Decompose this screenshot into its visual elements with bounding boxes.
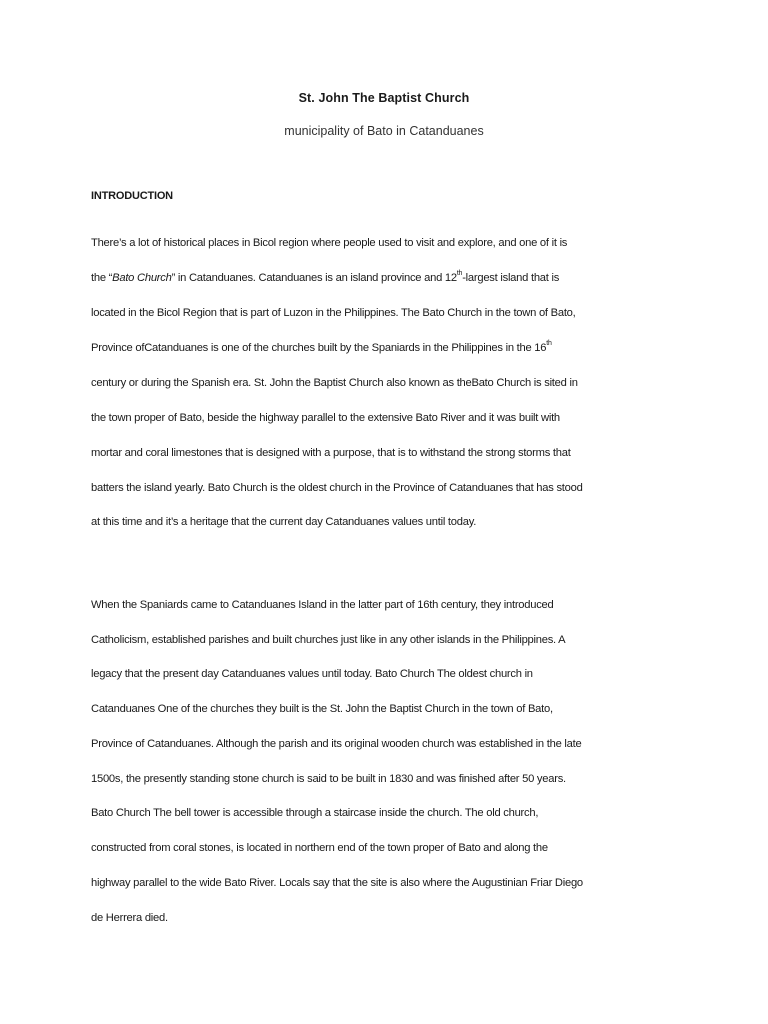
paragraph-line: the town proper of Bato, beside the highway parallel to the extensive Bato River and it was built with	[91, 412, 560, 424]
line-text: -largest island that is	[462, 272, 560, 284]
section-heading-introduction: INTRODUCTION	[91, 190, 173, 202]
superscript: th	[546, 340, 552, 347]
paragraph-line	[91, 342, 552, 354]
document-subtitle: municipality of Bato in Catanduanes	[284, 124, 484, 138]
paragraph-line: constructed from coral stones, is located in northern end of the town proper of Bato and along the	[91, 842, 548, 854]
paragraph-line: When the Spaniards came to Catanduanes Island in the latter part of 16th century, they introduced	[91, 599, 554, 611]
superscript: th	[456, 270, 463, 277]
paragraph-line: 1500s, the presently standing stone church is said to be built in 1830 and was finished after 50 years.	[91, 773, 566, 785]
paragraph-line: century or during the Spanish era. St. John the Baptist Church also known as theBato Church is sited in	[91, 377, 578, 389]
line-text: Province ofCatanduanes is one of the churches built by the Spaniards in the Philippines in the 16	[91, 342, 547, 354]
paragraph-line: Catholicism, established parishes and built churches just like in any other islands in the Philippines. A	[91, 634, 566, 646]
paragraph-line: Catanduanes One of the churches they built is the St. John the Baptist Church in the town of Bato,	[91, 703, 553, 715]
line-text: the “	[91, 272, 113, 284]
paragraph-line: batters the island yearly. Bato Church is the oldest church in the Province of Catanduanes that has stood	[91, 482, 583, 494]
paragraph-line: There’s a lot of historical places in Bicol region where people used to visit and explore, and one of it is	[91, 237, 568, 249]
paragraph-line: Province of Catanduanes. Although the parish and its original wooden church was established in the late	[91, 738, 582, 750]
paragraph-line: Bato Church The bell tower is accessible through a staircase inside the church. The old church,	[91, 807, 539, 819]
paragraph-line: de Herrera died.	[91, 912, 168, 924]
paragraph-line: at this time and it’s a heritage that the current day Catanduanes values until today.	[91, 516, 477, 528]
line-text: ” in Catanduanes. Catanduanes is an island province and 12	[171, 272, 457, 284]
paragraph-line: highway parallel to the wide Bato River. Locals say that the site is also where the Augustinian Friar Diego	[91, 877, 583, 889]
paragraph-line	[91, 272, 559, 284]
paragraph-line: mortar and coral limestones that is designed with a purpose, that is to withstand the strong storms that	[91, 447, 571, 459]
italic-church-name: Bato Church	[112, 272, 172, 284]
document-title: St. John The Baptist Church	[298, 91, 470, 105]
paragraph-line: legacy that the present day Catanduanes values until today. Bato Church The oldest church in	[91, 668, 533, 680]
paragraph-line: located in the Bicol Region that is part of Luzon in the Philippines. The Bato Church in the town of Bato,	[91, 307, 576, 319]
